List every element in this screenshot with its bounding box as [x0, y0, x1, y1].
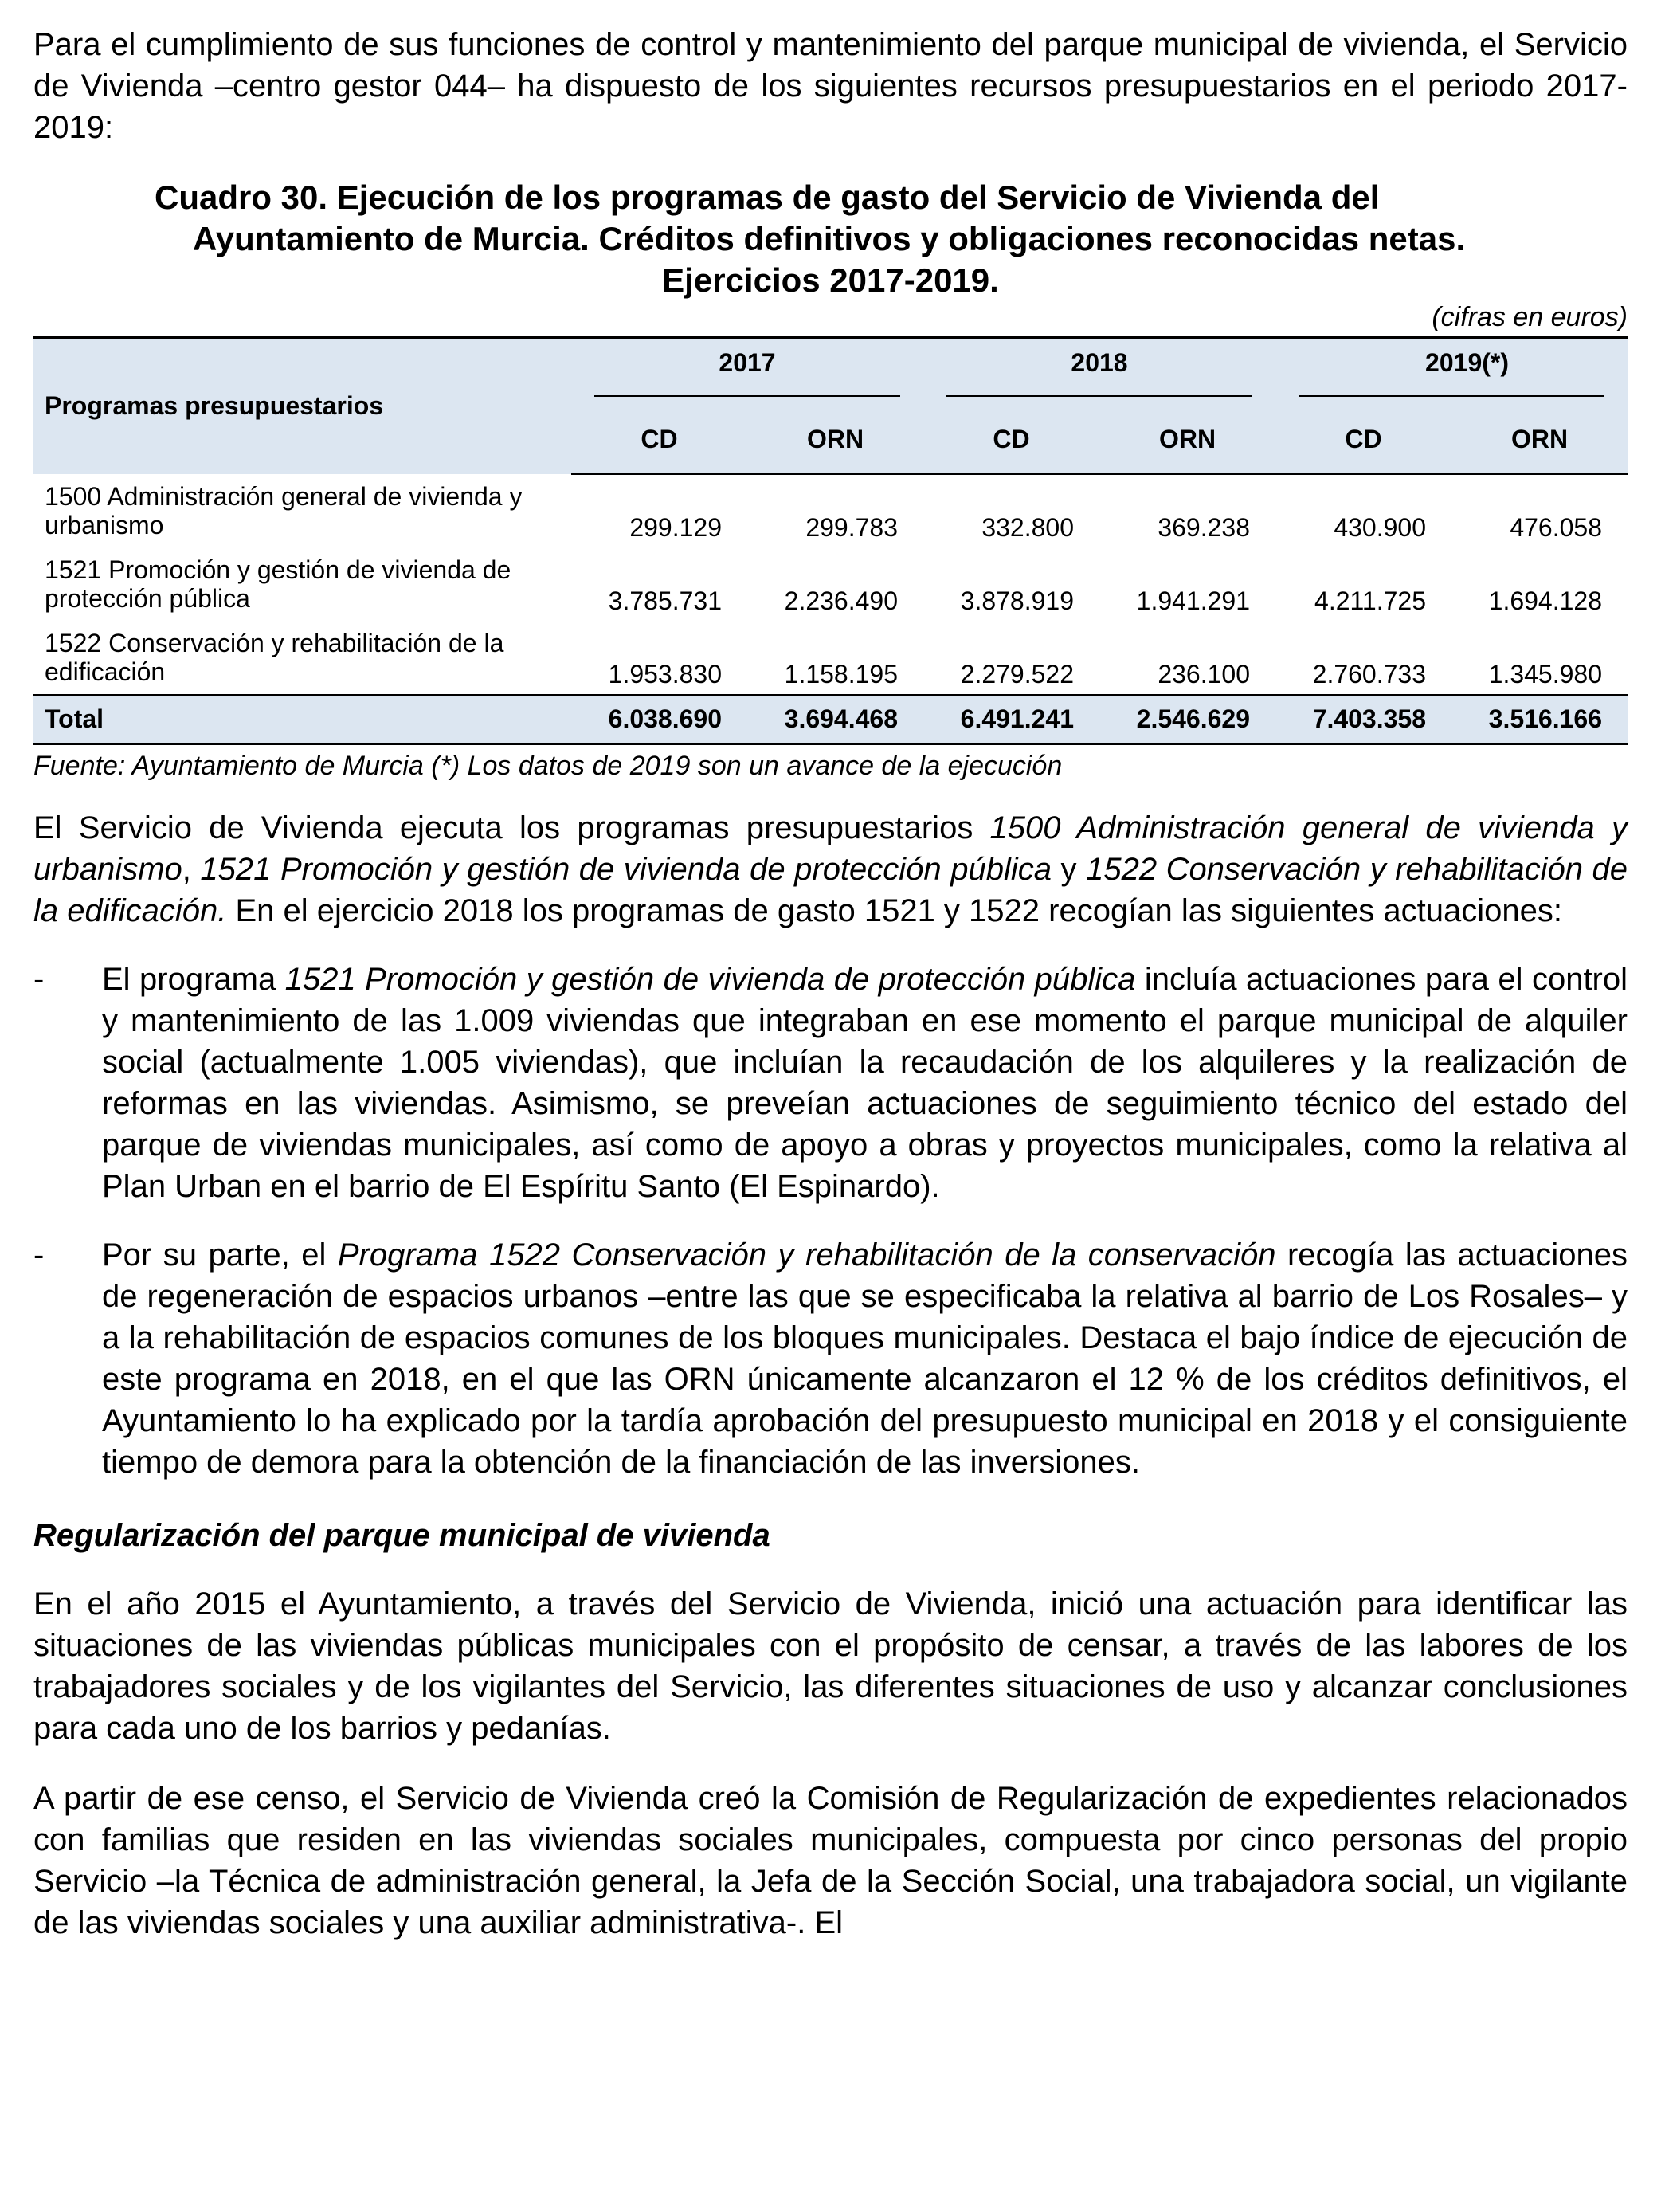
cell-value: 299.129	[629, 512, 722, 542]
bullet-dash: -	[33, 961, 45, 997]
table-caption	[33, 177, 1628, 301]
header-orn-2018: ORN	[1099, 406, 1275, 474]
cell-value: 476.058	[1510, 512, 1602, 542]
total-value: 6.491.241	[923, 695, 1099, 744]
bullet-item-1522	[33, 1234, 1628, 1483]
row-label: 1522 Conservación y rehabilitación de la edificación	[45, 628, 504, 686]
table-source-note: Fuente: Ayuntamiento de Murcia (*) Los datos de 2019 son un avance de la ejecución	[33, 750, 1063, 781]
total-value: 6.038.690	[571, 695, 747, 744]
cell-value: 1.345.980	[1488, 659, 1602, 688]
cell-value: 369.238	[1158, 512, 1250, 542]
header-orn-2019: ORN	[1451, 406, 1628, 474]
cell-value: 430.900	[1334, 512, 1426, 542]
cell-value: 1.694.128	[1488, 586, 1602, 615]
row-label: 1500 Administración general de vivienda y urbanismo	[45, 481, 523, 539]
header-orn-2017: ORN	[747, 406, 923, 474]
header-year-2018: 2018	[923, 338, 1275, 406]
header-cd-2017: CD	[571, 406, 747, 474]
caption-line-3: Ejercicios 2017-2019.	[662, 261, 999, 299]
header-year-2019: 2019(*)	[1275, 338, 1628, 406]
table-row	[33, 474, 1628, 547]
header-cd-2019: CD	[1275, 406, 1451, 474]
cell-value: 3.785.731	[608, 586, 722, 615]
row-label: 1521 Promoción y gestión de vivienda de protección pública	[45, 555, 511, 613]
section-heading: Regularización del parque municipal de vivienda	[33, 1517, 770, 1553]
bullet-text: Por su parte, el Programa 1522 Conservación y rehabilitación de la conservación recogía las actuaciones de regeneración de espacios urbanos –entre las que se especificaba la relativa al barrio de Los Rosales– y a la rehabilitación de espacios comunes de los bloques municipales. Destaca el bajo índice de ejecución de este programa en 2018, en el que las ORN únicamente alcanzaron el 12 % de los créditos definitivos, el Ayuntamiento lo ha explicado por la tardía aprobación del presupuesto municipal en 2018 y el consiguiente tiempo de demora para la obtención de la financiación de las inversiones.	[102, 1237, 1628, 1480]
bullet-item-1521	[33, 959, 1628, 1207]
cell-value: 3.878.919	[960, 586, 1074, 615]
intro-paragraph: Para el cumplimiento de sus funciones de control y mantenimiento del parque municipal de vivienda, el Servicio de Vivienda –centro gestor 044– ha dispuesto de los siguientes recursos presupuestarios en el periodo 2017-2019:	[33, 27, 1628, 145]
total-value: 3.694.468	[747, 695, 923, 744]
cell-value: 299.783	[805, 512, 898, 542]
paragraph-census: En el año 2015 el Ayuntamiento, a través del Servicio de Vivienda, inició una actuación para identificar las situaciones de las viviendas públicas municipales con el propósito de censar, a través de las labores de los trabajadores sociales y de los vigilantes del Servicio, las diferentes situaciones de uso y alcanzar conclusiones para cada uno de los barrios y pedanías.	[33, 1586, 1628, 1746]
cell-value: 4.211.725	[1314, 586, 1426, 615]
cell-value: 2.760.733	[1312, 659, 1426, 688]
total-value: 2.546.629	[1099, 695, 1275, 744]
header-cd-2018: CD	[923, 406, 1099, 474]
cell-value: 2.236.490	[784, 586, 898, 615]
caption-line-1: Cuadro 30. Ejecución de los programas de gasto del Servicio de Vivienda del	[155, 178, 1380, 216]
bullet-dash: -	[33, 1237, 45, 1273]
table-row	[33, 621, 1628, 695]
cell-value: 2.279.522	[960, 659, 1074, 688]
cell-value: 1.158.195	[784, 659, 898, 688]
table-row	[33, 547, 1628, 621]
paragraph-commission: A partir de ese censo, el Servicio de Vivienda creó la Comisión de Regularización de expedientes relacionados con familias que residen en las viviendas sociales municipales, compuesta por cinco personas del propio Servicio –la Técnica de administración general, la Jefa de la Sección Social, una trabajadora social, un vigilante de las viviendas sociales y una auxiliar administrativa-. El	[33, 1780, 1628, 1940]
cell-value: 1.953.830	[608, 659, 722, 688]
cell-value: 236.100	[1158, 659, 1250, 688]
cell-value: 332.800	[981, 512, 1074, 542]
header-year-2017: 2017	[571, 338, 923, 406]
header-programs: Programas presupuestarios	[33, 338, 571, 474]
cell-value: 1.941.291	[1136, 586, 1250, 615]
caption-line-2: Ayuntamiento de Murcia. Créditos definitivos y obligaciones reconocidas netas.	[193, 220, 1466, 257]
bullet-text: El programa 1521 Promoción y gestión de vivienda de protección pública incluía actuaciones para el control y mantenimiento de las 1.009 viviendas que integraban en ese momento el parque municipal de alquiler social (actualmente 1.005 viviendas), que incluían la recaudación de los alquileres y la realización de reformas en las viviendas. Asimismo, se preveían actuaciones de seguimiento técnico del estado del parque de viviendas municipales, así como de apoyo a obras y proyectos municipales, como la relativa al Plan Urban en el barrio de El Espíritu Santo (El Espinardo).	[102, 961, 1628, 1204]
budget-table	[33, 336, 1628, 745]
total-value: 3.516.166	[1451, 695, 1628, 744]
units-note: (cifras en euros)	[1432, 302, 1628, 332]
total-label: Total	[33, 695, 571, 744]
total-value: 7.403.358	[1275, 695, 1451, 744]
total-row	[33, 695, 1628, 744]
paragraph-programs: El Servicio de Vivienda ejecuta los programas presupuestarios 1500 Administración general de vivienda y urbanismo, 1521 Promoción y gestión de vivienda de protección pública y 1522 Conservación y rehabilitación de la edificación. En el ejercicio 2018 los programas de gasto 1521 y 1522 recogían las siguientes actuaciones:	[33, 810, 1628, 928]
